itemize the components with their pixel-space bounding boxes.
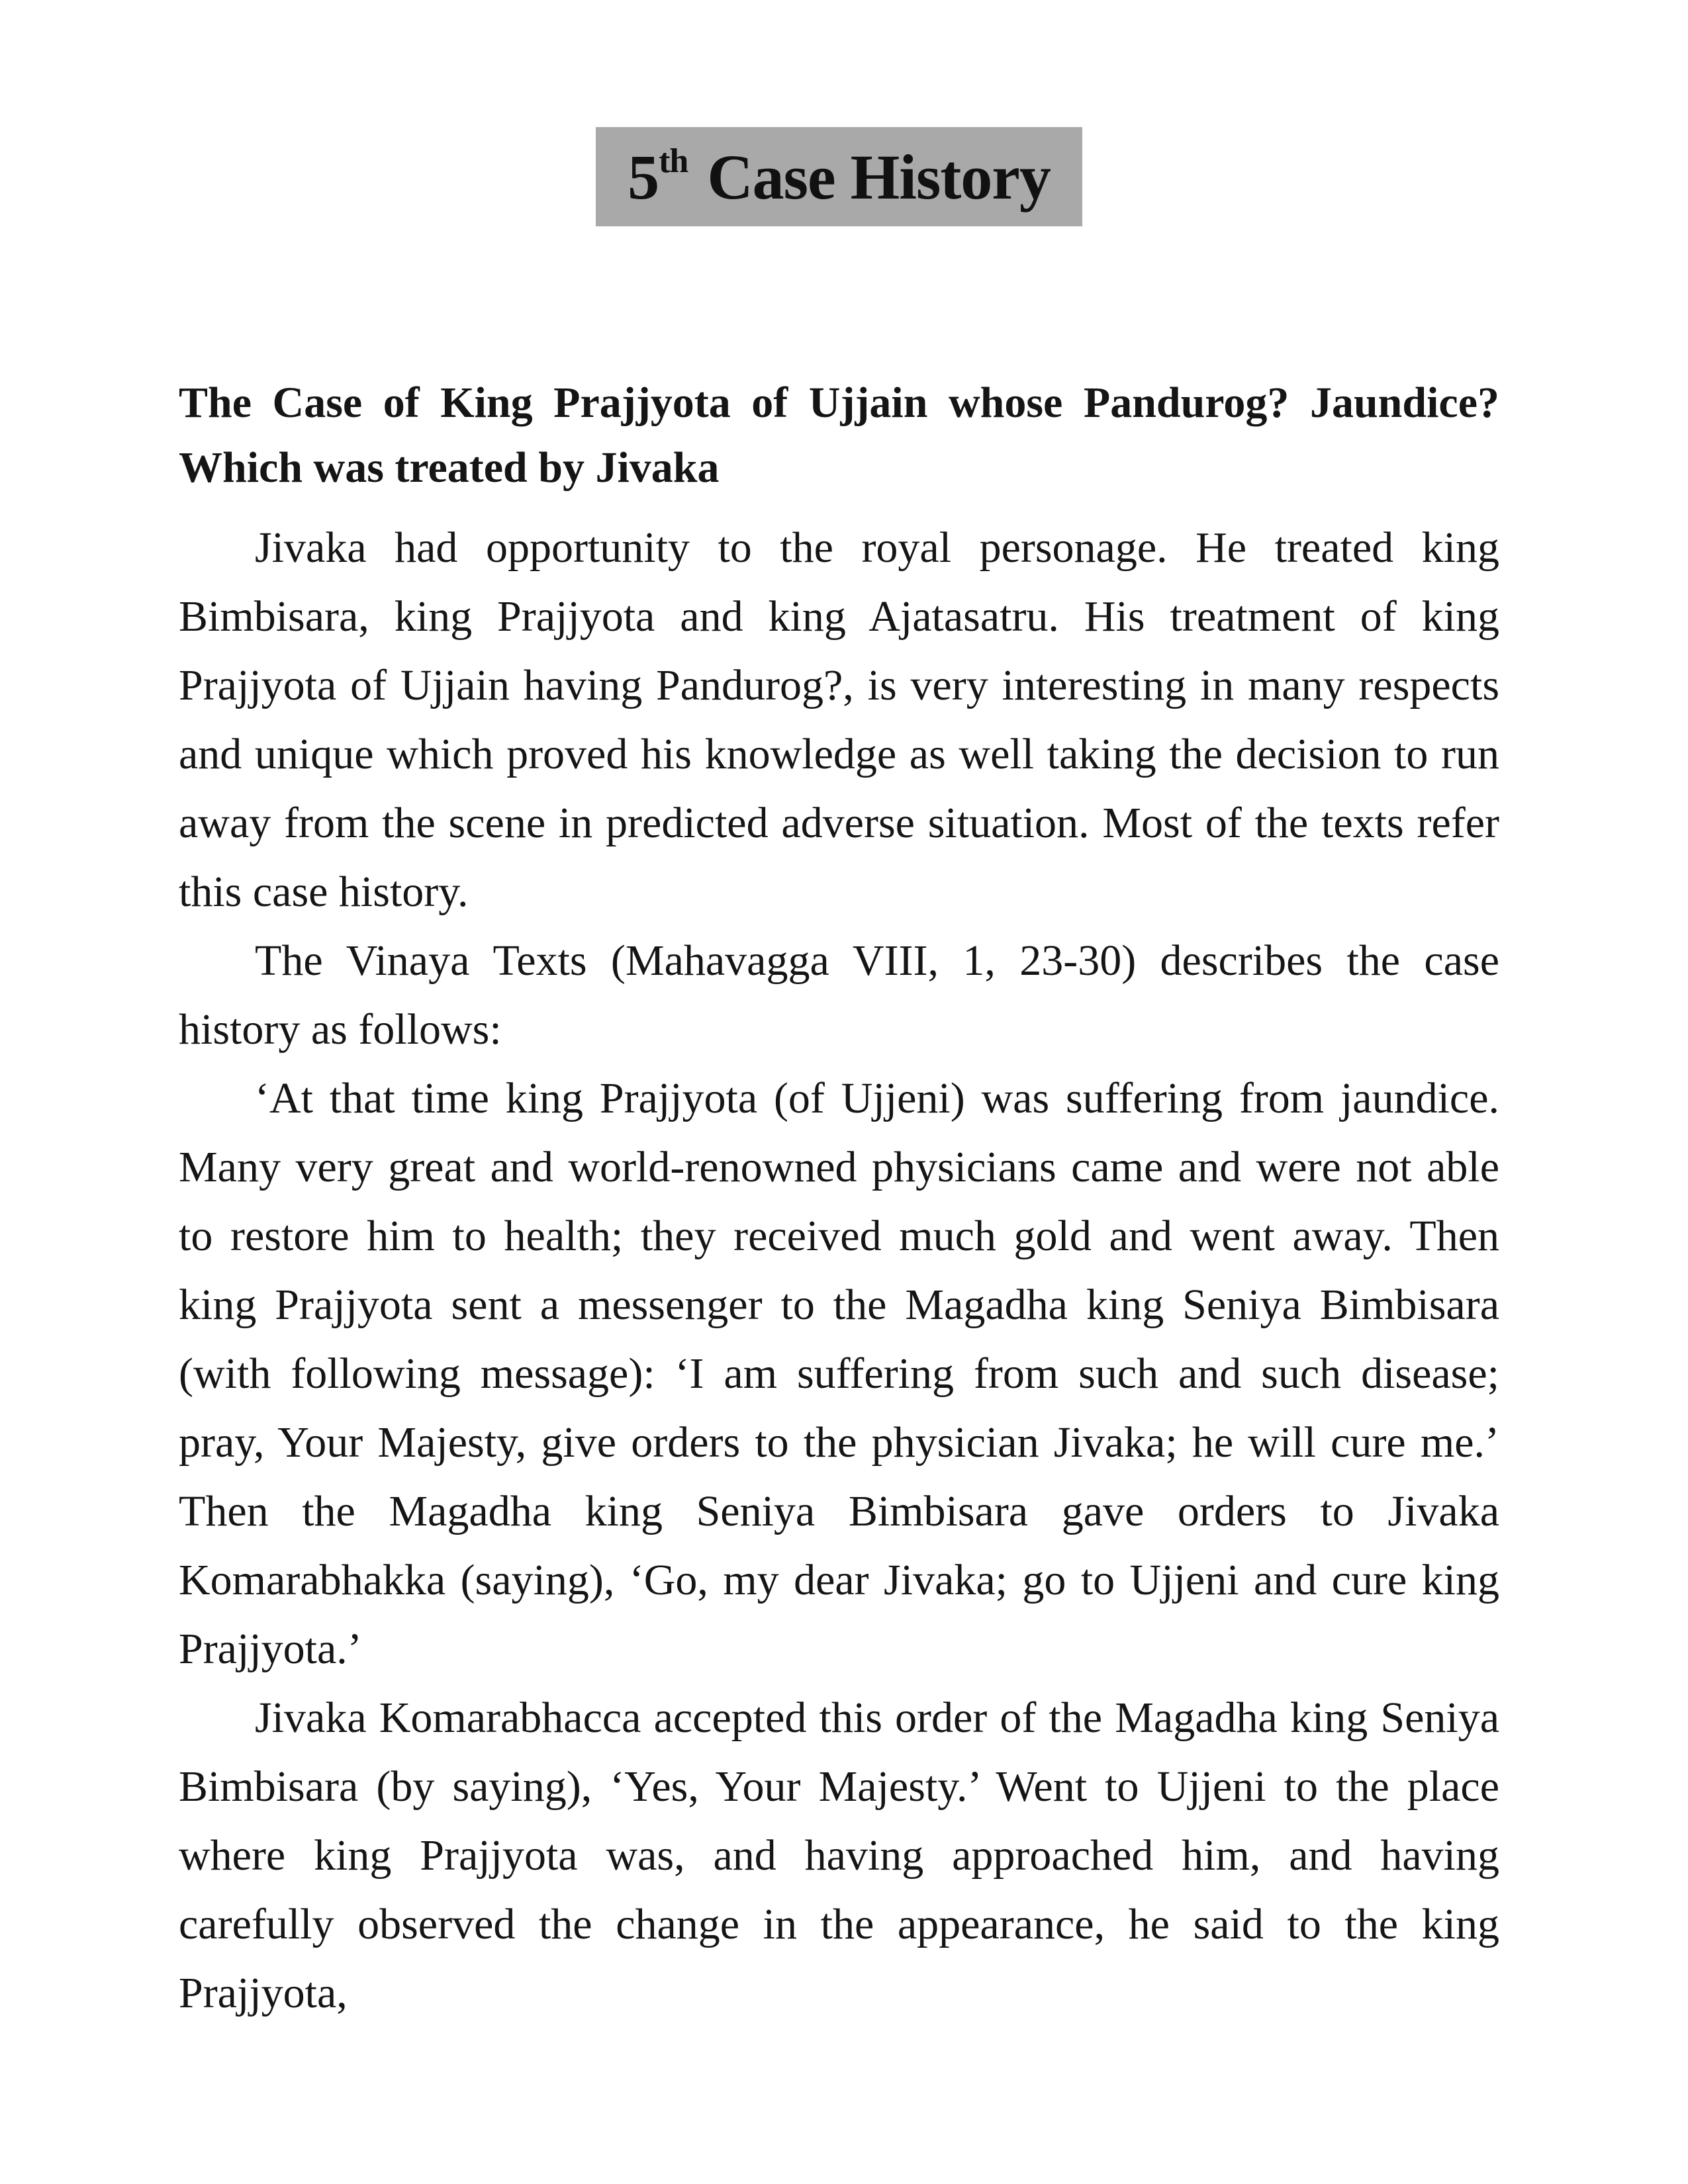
- heading-ordinal: 5: [628, 141, 659, 212]
- chapter-heading-box: [596, 127, 1082, 226]
- heading-title: Case History: [707, 141, 1051, 212]
- body-content: [179, 371, 1499, 2028]
- heading-ordinal-suffix: th: [659, 142, 688, 180]
- paragraph-3: ‘At that time king Prajjyota (of Ujjeni) was suffering from jaundice. Many very great and world-renowned physicians came and were not able to restore him to health; they received much gold and went away. Then king Prajjyota sent a messenger to the Magadha king Seniya Bimbisara (with following message): ‘I am suffering from such and such disease; pray, Your Majesty, give orders to the physician Jivaka; he will cure me.’ Then the Magadha king Seniya Bimbisara gave orders to Jivaka Komarabhakka (saying), ‘Go, my dear Jivaka; go to Ujjeni and cure king Prajjyota.’: [179, 1074, 1499, 1673]
- chapter-heading: [628, 140, 1051, 214]
- paragraph-2: The Vinaya Texts (Mahavagga VIII, 1, 23-30) describes the case history as follows:: [179, 936, 1499, 1054]
- paragraph-4: Jivaka Komarabhacca accepted this order of the Magadha king Seniya Bimbisara (by saying), ‘Yes, Your Majesty.’ Went to Ujjeni to the place where king Prajjyota was, and having approached him, and having carefully observed the change in the appearance, he said to the king Prajjyota,: [179, 1694, 1499, 2017]
- paragraph-1: Jivaka had opportunity to the royal personage. He treated king Bimbisara, king Prajjyota and king Ajatasatru. His treatment of king Prajjyota of Ujjain having Pandurog?, is very interesting in many respects and unique which proved his knowledge as well taking the decision to run away from the scene in predicted adverse situation. Most of the texts refer this case history.: [179, 523, 1499, 916]
- section-subheading: The Case of King Prajjyota of Ujjain whose Pandurog? Jaundice? Which was treated by Jivaka: [179, 379, 1499, 492]
